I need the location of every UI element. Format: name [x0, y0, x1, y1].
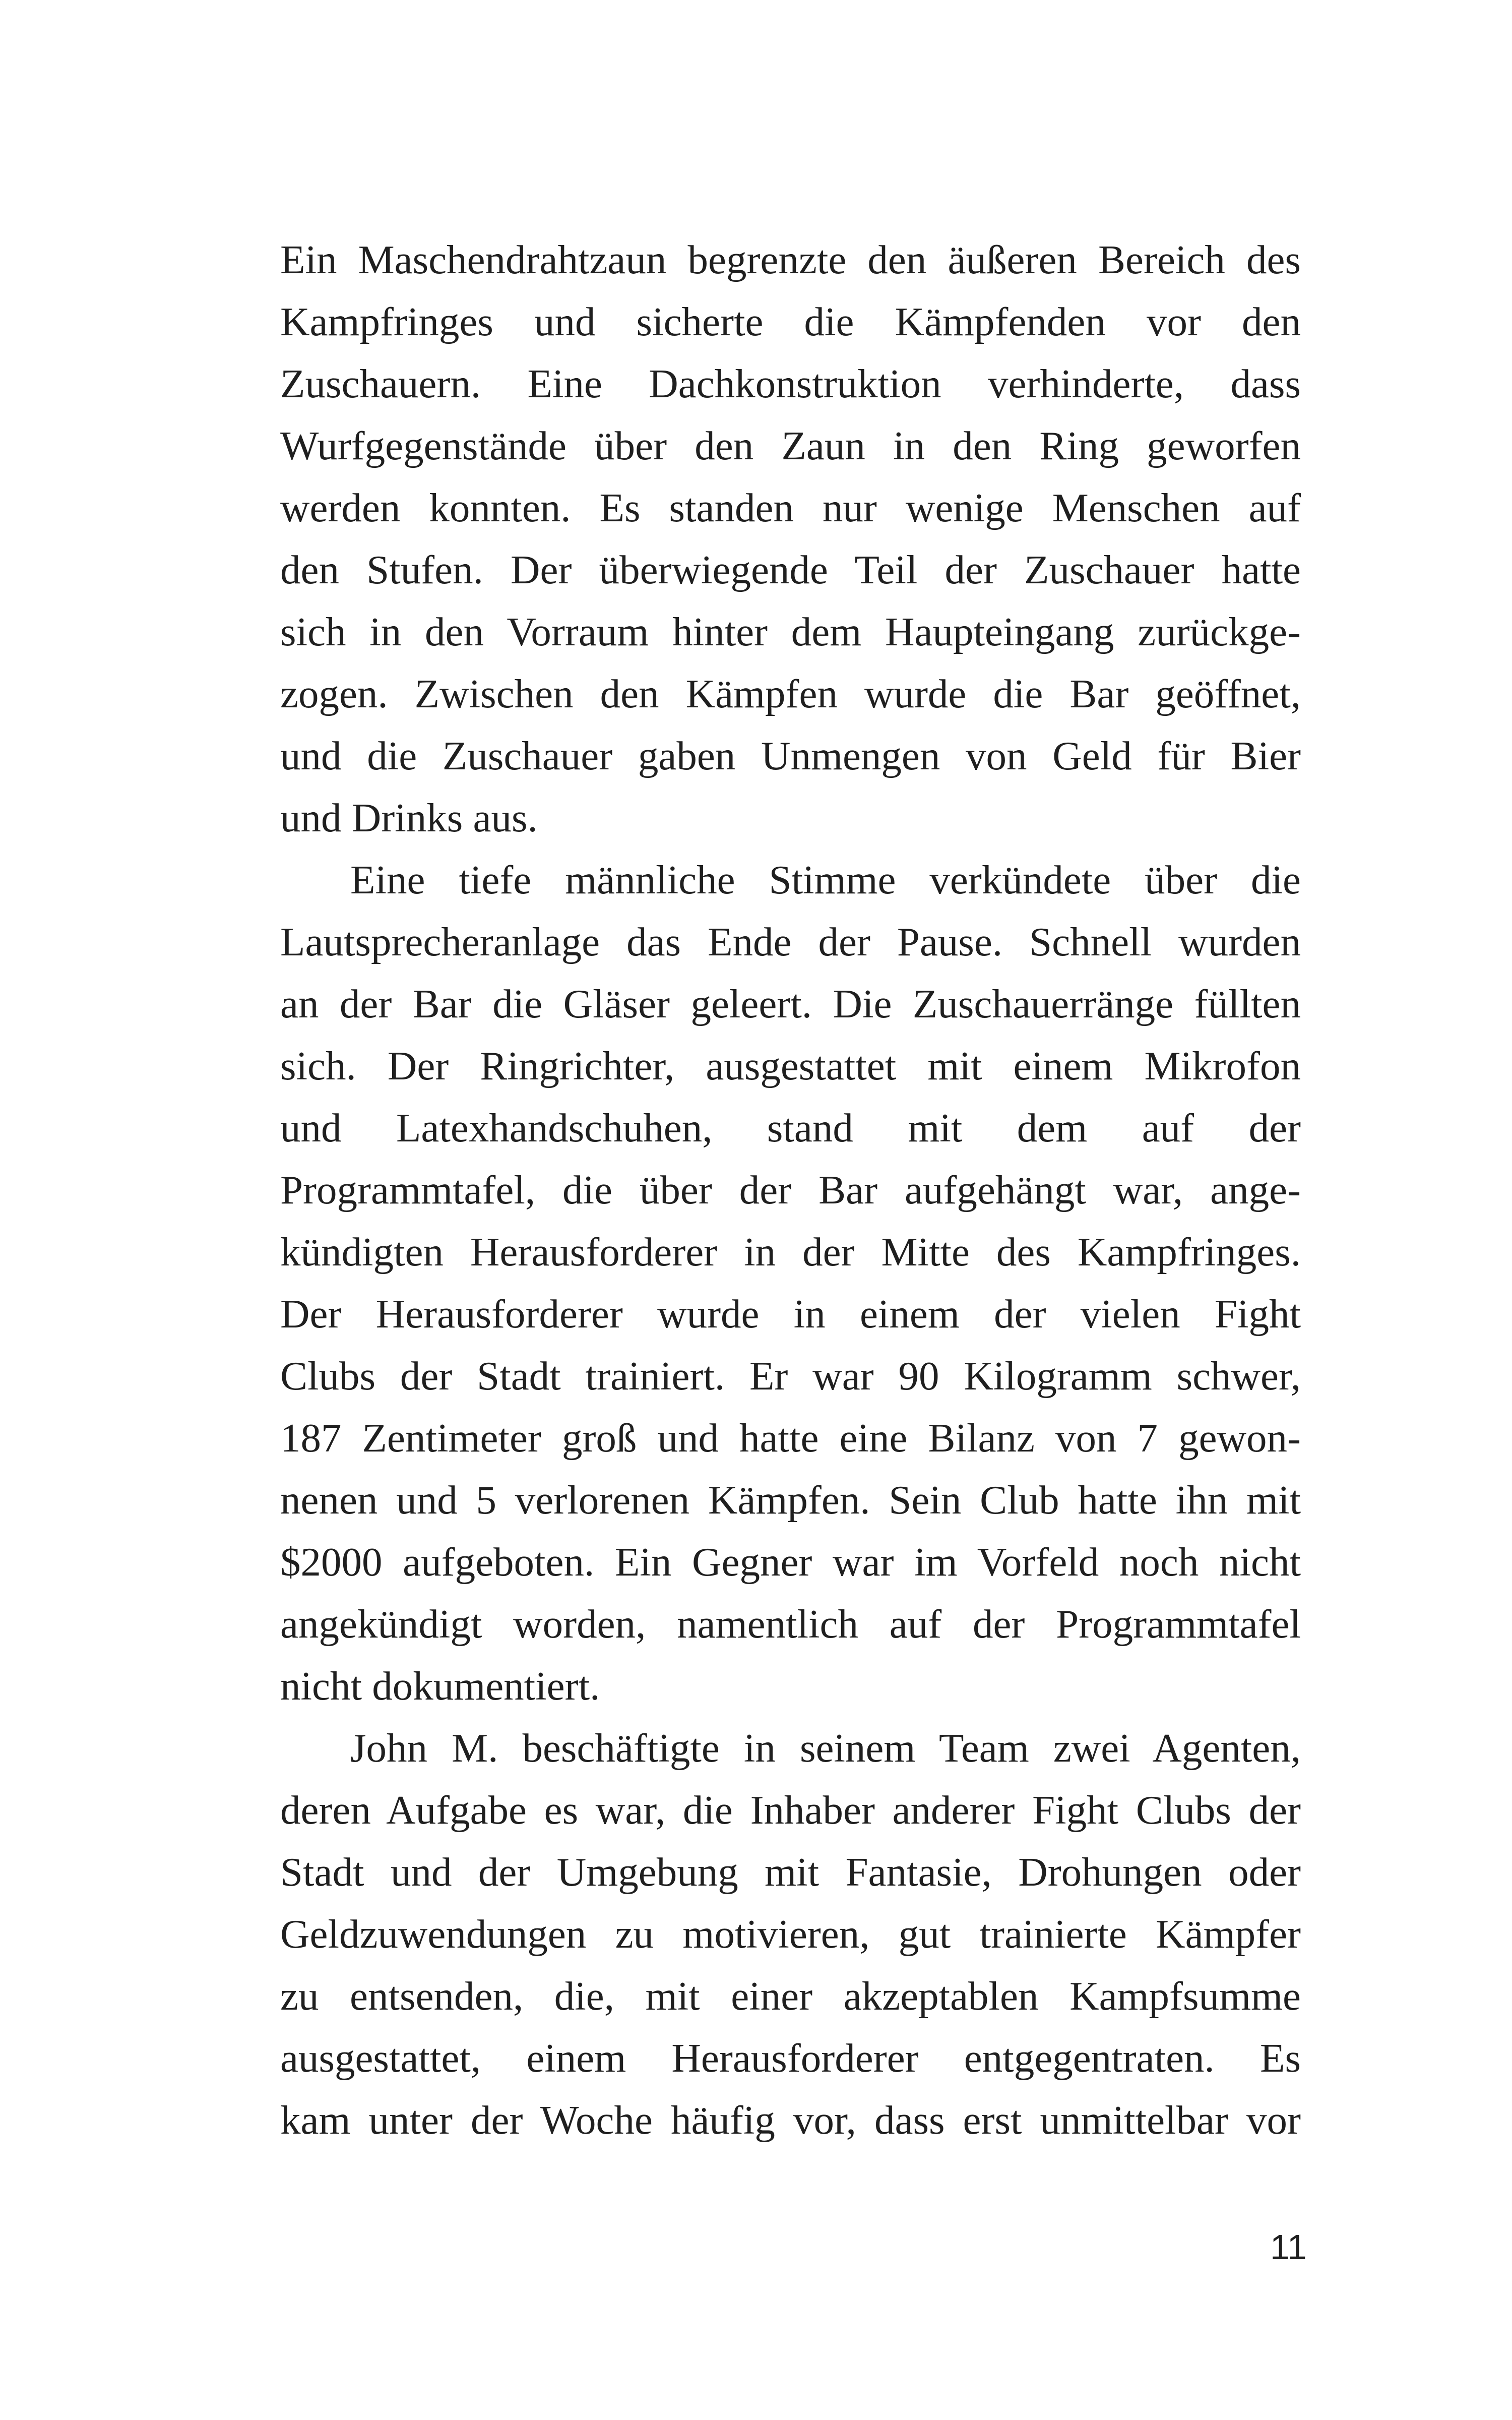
text-line: kündigten Herausforderer in der Mitte des Kampfringes.	[280, 1229, 1301, 1275]
text-line: $2000 aufgeboten. Ein Gegner war im Vorfeld noch nicht	[280, 1539, 1301, 1585]
page-number: 11	[1270, 2227, 1307, 2267]
paragraph	[280, 849, 1301, 1717]
text-line: nicht dokumentiert.	[280, 1663, 600, 1709]
body-text	[280, 229, 1301, 2151]
text-line: angekündigt worden, namentlich auf der Programmtafel	[280, 1601, 1301, 1647]
text-line: Eine tiefe männliche Stimme verkündete über die	[350, 857, 1301, 902]
text-line: Der Herausforderer wurde in einem der vielen Fight	[280, 1291, 1301, 1337]
text-line: und die Zuschauer gaben Unmengen von Geld für Bier	[280, 733, 1301, 778]
text-line: zogen. Zwischen den Kämpfen wurde die Bar geöffnet,	[280, 671, 1301, 716]
text-line: an der Bar die Gläser geleert. Die Zuschauerränge füllten	[280, 981, 1301, 1026]
text-line: nenen und 5 verlorenen Kämpfen. Sein Club hatte ihn mit	[280, 1477, 1301, 1523]
text-line: zu entsenden, die, mit einer akzeptablen Kampfsumme	[280, 1973, 1301, 2019]
text-line: Kampfringes und sicherte die Kämpfenden vor den	[280, 299, 1301, 344]
text-line: und Drinks aus.	[280, 795, 538, 840]
text-line: deren Aufgabe es war, die Inhaber anderer Fight Clubs der	[280, 1787, 1301, 1833]
text-line: Zuschauern. Eine Dachkonstruktion verhinderte, dass	[280, 361, 1301, 406]
text-line: Programmtafel, die über der Bar aufgehängt war, ange-	[280, 1167, 1301, 1213]
text-line: Stadt und der Umgebung mit Fantasie, Drohungen oder	[280, 1849, 1301, 1895]
text-line: Wurfgegenstände über den Zaun in den Ring geworfen	[280, 423, 1301, 468]
paragraph	[280, 229, 1301, 849]
text-line: Clubs der Stadt trainiert. Er war 90 Kilogramm schwer,	[280, 1353, 1301, 1399]
text-line: 187 Zentimeter groß und hatte eine Bilanz von 7 gewon-	[280, 1415, 1301, 1461]
text-line: John M. beschäftigte in seinem Team zwei Agenten,	[350, 1725, 1301, 1771]
text-line: Geldzuwendungen zu motivieren, gut trainierte Kämpfer	[280, 1911, 1301, 1957]
text-line: und Latexhandschuhen, stand mit dem auf der	[280, 1105, 1301, 1151]
text-line: Lautsprecheranlage das Ende der Pause. Schnell wurden	[280, 919, 1301, 964]
text-line: kam unter der Woche häufig vor, dass erst unmittelbar vor	[280, 2097, 1301, 2143]
text-line: sich in den Vorraum hinter dem Haupteingang zurückge-	[280, 609, 1301, 654]
text-line: werden konnten. Es standen nur wenige Menschen auf	[280, 485, 1301, 530]
paragraph	[280, 1717, 1301, 2151]
text-line: sich. Der Ringrichter, ausgestattet mit einem Mikrofon	[280, 1043, 1301, 1088]
text-line: den Stufen. Der überwiegende Teil der Zuschauer hatte	[280, 547, 1301, 592]
text-line: ausgestattet, einem Herausforderer entgegentraten. Es	[280, 2035, 1301, 2081]
text-line: Ein Maschendrahtzaun begrenzte den äußeren Bereich des	[280, 237, 1301, 282]
